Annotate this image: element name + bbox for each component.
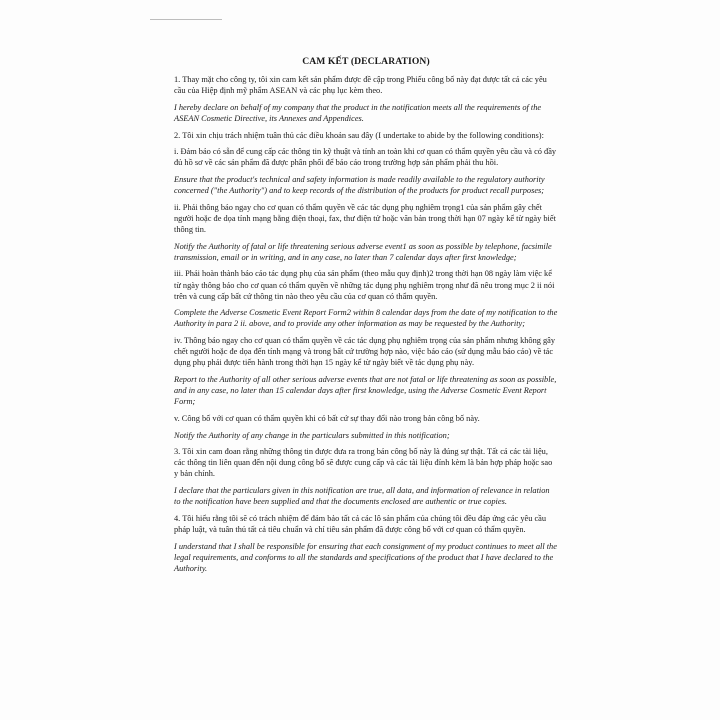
declaration-body <box>174 56 558 580</box>
paragraph-p2ii-vi: ii. Phải thông báo ngay cho cơ quan có thẩm quyền về các tác dụng phụ nghiêm trọng1 của sản phẩm gây chết người hoặc đe dọa tính mạng bằng điện thoại, fax, thư điện tử hoặc văn bản trong thời hạn 07 ngày kể từ ngày biết thông tin. <box>174 202 556 234</box>
paragraph-p2v-vi: v. Công bố với cơ quan có thẩm quyền khi có bất cứ sự thay đổi nào trong bản công bố này. <box>174 413 480 423</box>
paragraph-p2iii-en: Complete the Adverse Cosmetic Event Report Form2 within 8 calendar days from the date of my notification to the Authority in para 2 ii. above, and to provide any other information as may be requested by the Authority; <box>174 308 558 329</box>
paragraph-p3-vi: 3. Tôi xin cam đoan rằng những thông tin được đưa ra trong bản công bố này là đúng sự thật. Tất cả các tài liệu, các thông tin liên quan đến nội dung công bố sẽ được cung cấp và các tài liệu đính kèm là bản hợp pháp hoặc sao y bản chính. <box>174 447 553 479</box>
paragraph-p1-vi: 1. Thay mặt cho công ty, tôi xin cam kết sản phẩm được đề cập trong Phiếu công bố này đạt được tất cả các yêu cầu của Hiệp định mỹ phẩm ASEAN và các phụ lục kèm theo. <box>174 75 547 96</box>
paragraph-p2i-en: Ensure that the product's technical and safety information is made readily available to the regulatory authority concerned ("the Authority") and to keep records of the distribution of the products for product recall purposes; <box>174 175 545 196</box>
paragraph-p2iv-vi: iv. Thông báo ngay cho cơ quan có thẩm quyền về các tác dụng phụ nghiêm trọng của sản phẩm nhưng không gây chết người hoặc đe dọa đến tính mạng và trong bất cứ trường hợp nào, việc báo cáo (sử dụng mẫu báo cáo) về tác dụng phụ phải được tiến hành trong thời hạn 15 ngày kể từ ngày biết về tác dụng phụ này. <box>174 336 556 368</box>
paragraph-p2-vi: 2. Tôi xin chịu trách nhiệm tuân thủ các điều khoản sau đây (I undertake to abide by the following conditions): <box>174 130 544 140</box>
paragraph-p1-en: I hereby declare on behalf of my company that the product in the notification meets all the requirements of the ASEAN Cosmetic Directive, its Annexes and Appendices. <box>174 102 542 123</box>
paragraph-p4-vi: 4. Tôi hiểu rằng tôi sẽ có trách nhiệm để đảm bảo tất cả các lô sản phẩm của chúng tôi đều đáp ứng các yêu cầu pháp luật, và tuân thủ tất cả tiêu chuẩn và chỉ tiêu sản phẩm đã được công bố với cơ quan có thẩm quyền. <box>174 513 547 534</box>
paragraph-p4-en: I understand that I shall be responsible for ensuring that each consignment of my product continues to meet all the legal requirements, and conforms to all the standards and specifications of the product that I have declared to the Authority. <box>174 541 557 573</box>
page-title: CAM KẾT (DECLARATION) <box>302 56 430 67</box>
paragraph-p2iv-en: Report to the Authority of all other serious adverse events that are not fatal or life threatening as soon as possible, and in any case, no later than 15 calendar days after first knowledge, using the Adverse Cosmetic Event Report Form; <box>174 375 557 407</box>
scan-mark <box>150 19 222 20</box>
paragraph-p2i-vi: i. Đảm bảo có sẵn để cung cấp các thông tin kỹ thuật và tính an toàn khi cơ quan có thẩm quyền yêu cầu và có đầy đủ hồ sơ về các sản phẩm đã được phân phối để báo cáo trong trường hợp sản phẩm phải thu hồi. <box>174 147 557 168</box>
paragraph-p2v-en: Notify the Authority of any change in the particulars submitted in this notification; <box>174 430 450 440</box>
paragraph-p2iii-vi: iii. Phải hoàn thành báo cáo tác dụng phụ của sản phẩm (theo mẫu quy định)2 trong thời hạn 08 ngày làm việc kể từ ngày thông báo cho cơ quan có thẩm quyền về những tác dụng phụ nghiêm trọng như đã nêu trong mục 2 ii nói trên và cung cấp bất cứ thông tin nào theo yêu cầu của cơ quan có thẩm quyền. <box>174 269 555 301</box>
paragraph-p2ii-en: Notify the Authority of fatal or life threatening serious adverse event1 as soon as possible by telephone, facsimile transmission, email or in writing, and in any case, no later than 7 calendar days after first knowledge; <box>174 241 552 262</box>
paragraph-p3-en: I declare that the particulars given in this notification are true, all data, and information of relevance in relation to the notification have been supplied and that the documents enclosed are authentic or true copies. <box>174 486 550 507</box>
paragraph-list <box>174 74 558 574</box>
